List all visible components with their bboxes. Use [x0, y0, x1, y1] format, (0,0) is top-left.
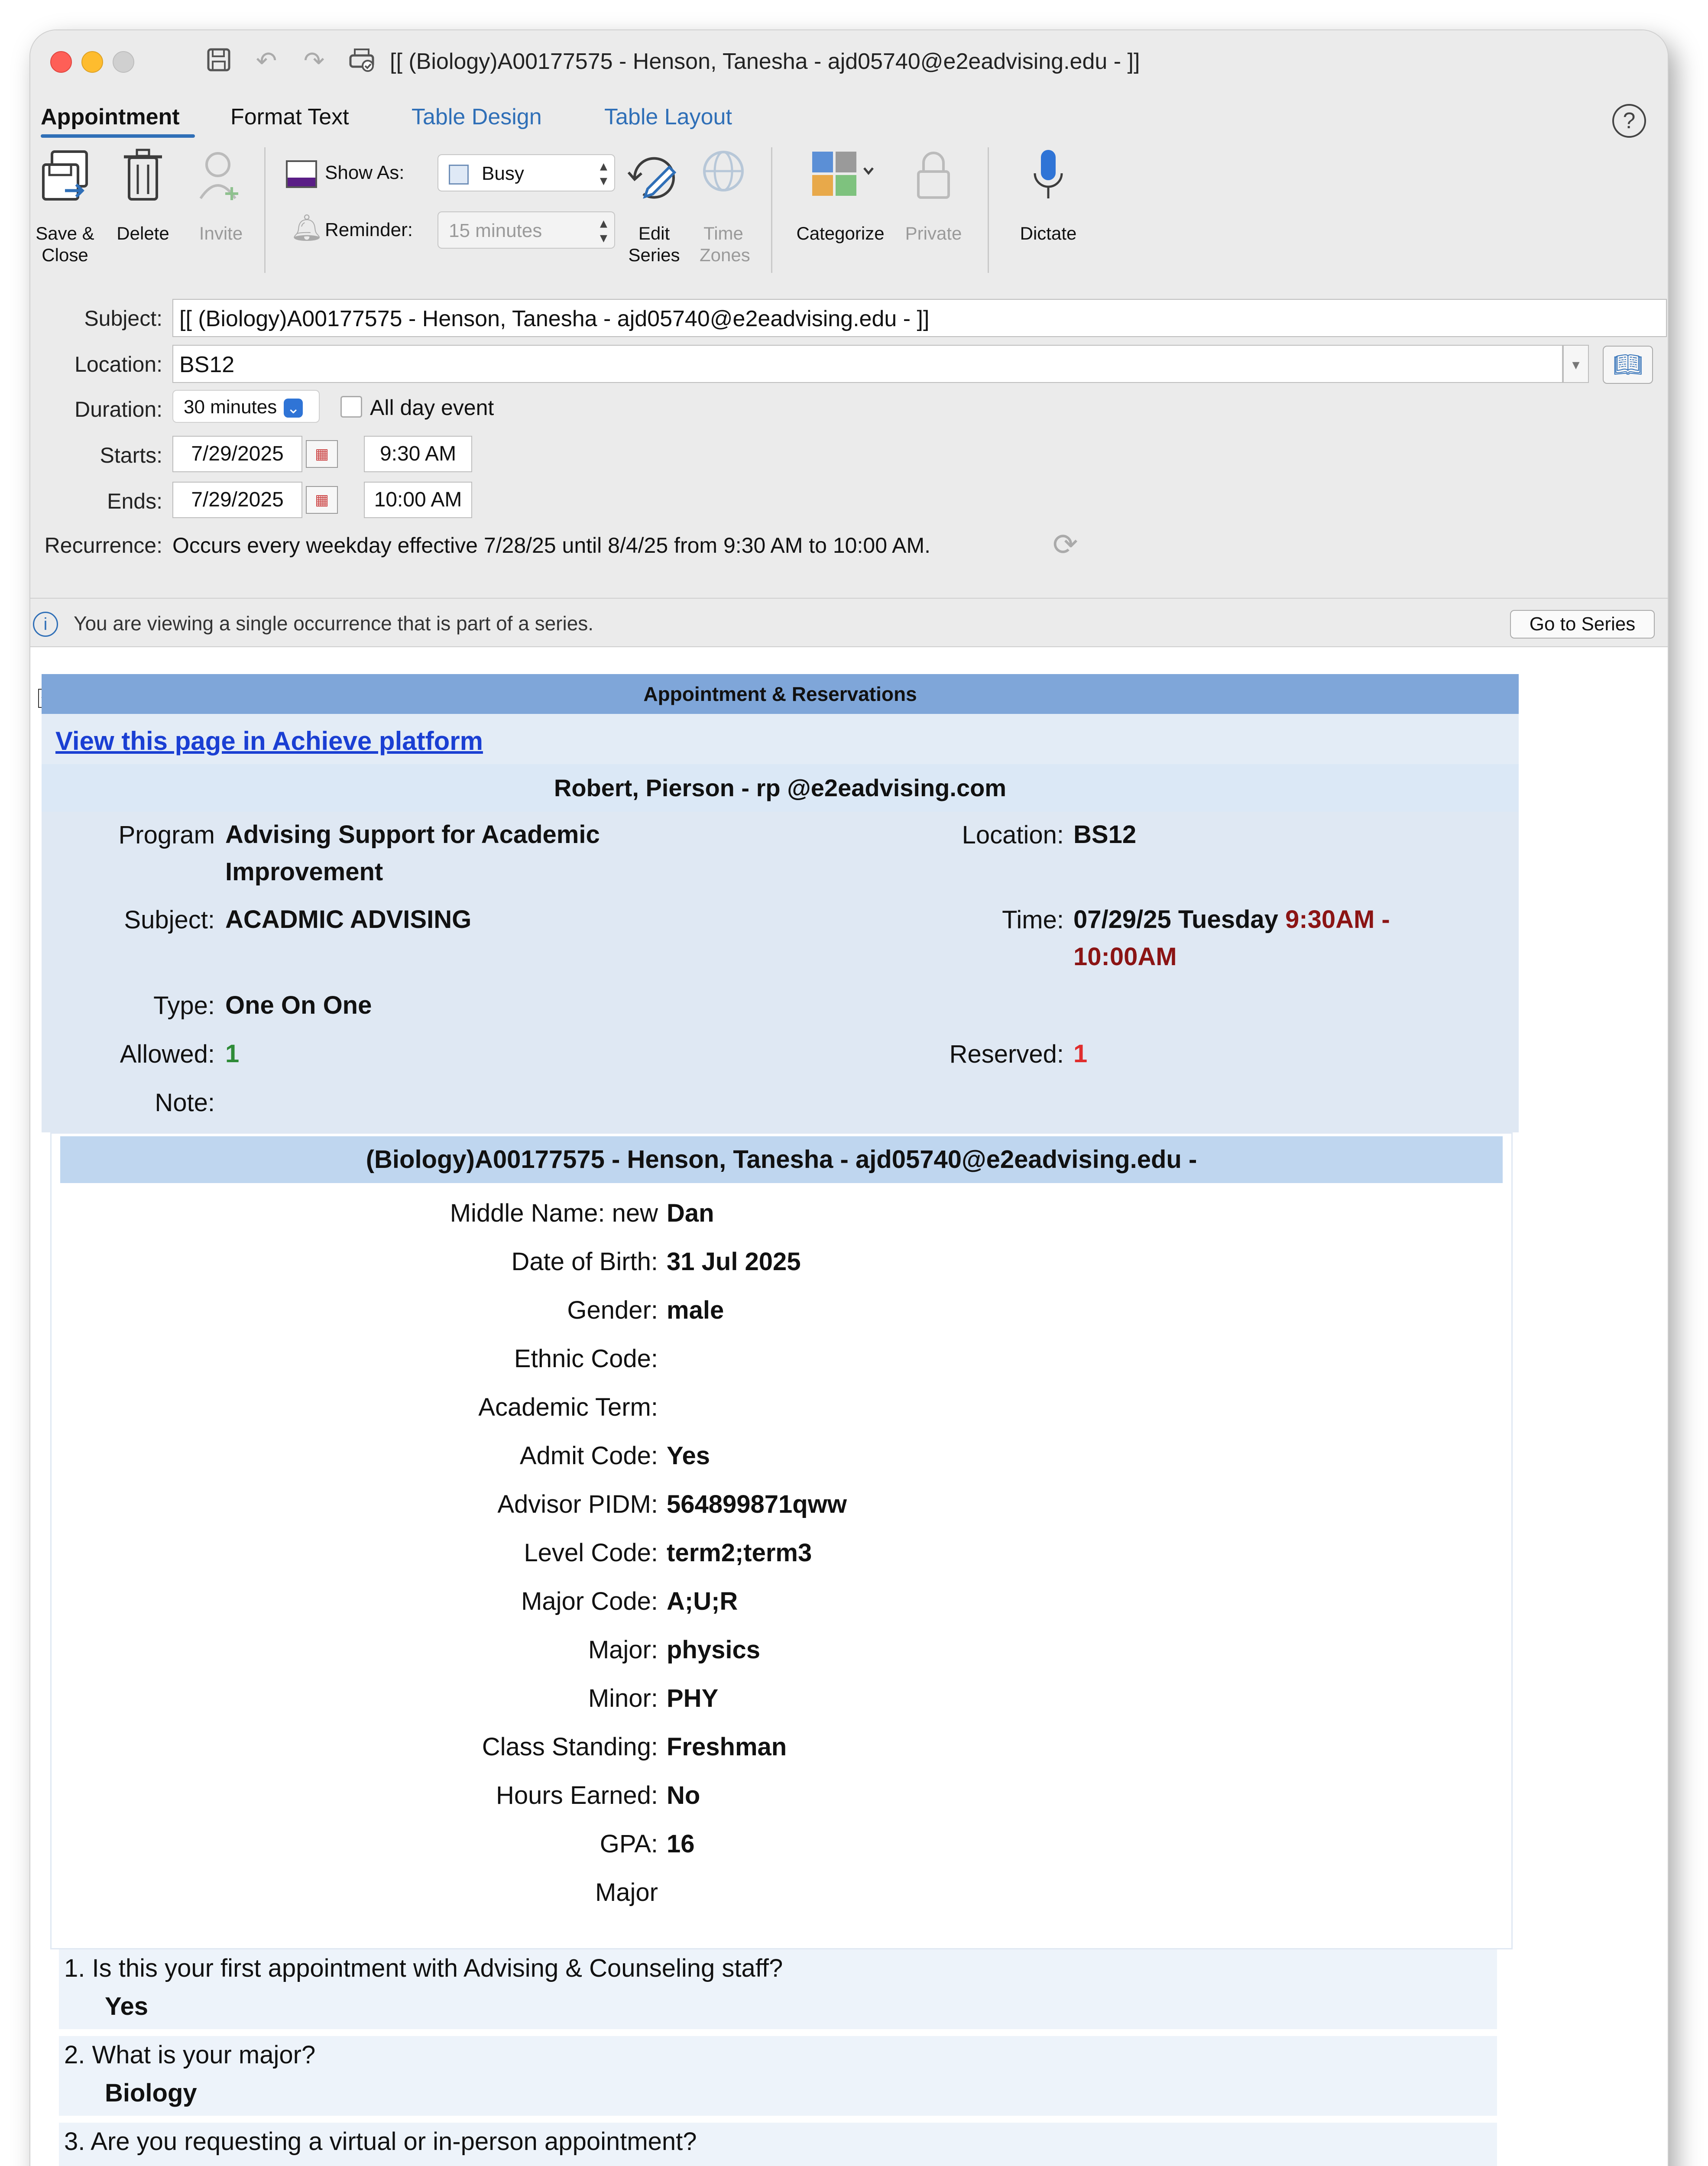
- type-label: Type:: [153, 992, 215, 1020]
- reserved-value: 1: [1073, 1040, 1088, 1068]
- reservations-banner: Appointment & Reservations: [42, 674, 1519, 714]
- student-info-box: [50, 1132, 1513, 1949]
- save-icon[interactable]: [204, 46, 234, 76]
- reserved-label: Reserved:: [949, 1040, 1064, 1068]
- appointment-form: [30, 286, 1668, 598]
- student-field-label: Minor:: [588, 1684, 658, 1712]
- save-close-icon: [35, 147, 95, 216]
- subject-label: Subject:: [84, 306, 162, 331]
- subject-detail-label: Subject:: [124, 906, 215, 934]
- reminder-select[interactable]: [438, 211, 615, 249]
- end-time-input[interactable]: 10:00 AM: [364, 482, 472, 518]
- student-field-label: Middle Name: new: [450, 1199, 658, 1227]
- time-zones-button[interactable]: [691, 147, 756, 266]
- question-item: [59, 1949, 1497, 2029]
- ribbon-toolbar: [30, 139, 1668, 287]
- appointment-window: [30, 30, 1668, 2166]
- active-tab-indicator: [41, 134, 195, 138]
- student-field-value: male: [667, 1296, 724, 1324]
- student-field-label: Admit Code:: [519, 1442, 658, 1470]
- dictate-button[interactable]: [1005, 147, 1092, 244]
- dictate-label: Dictate: [1020, 223, 1077, 243]
- ribbon-separator: [771, 147, 772, 273]
- ribbon-separator: [988, 147, 989, 273]
- student-field-label: Date of Birth:: [511, 1248, 658, 1276]
- lock-icon: [897, 147, 970, 216]
- tab-table-design[interactable]: Table Design: [412, 104, 542, 130]
- student-field-label: Major Code:: [521, 1587, 658, 1615]
- link-row: [42, 714, 1519, 764]
- student-field-value: 564899871qww: [667, 1490, 847, 1518]
- save-close-button[interactable]: [35, 147, 95, 266]
- student-field-value: PHY: [667, 1684, 719, 1712]
- ribbon-tabs: [30, 91, 1668, 139]
- recurrence-text: Occurs every weekday effective 7/28/25 until 8/4/25 from 9:30 AM to 10:00 AM.: [172, 533, 931, 558]
- duration-value: 30 minutes: [184, 396, 277, 418]
- program-label: Program: [118, 821, 215, 849]
- private-label: Private: [905, 223, 962, 243]
- location-dropdown-icon[interactable]: ▾: [1563, 345, 1589, 383]
- student-field-label: Level Code:: [524, 1539, 658, 1567]
- answer-text: Yes: [105, 1992, 148, 2020]
- question-text: 3. Are you requesting a virtual or in-person appointment?: [64, 2127, 697, 2156]
- show-as-select[interactable]: [438, 154, 615, 191]
- student-field-label: GPA:: [600, 1830, 658, 1858]
- question-text: 2. What is your major?: [64, 2041, 316, 2069]
- updown-icon: ▴ ▾: [600, 215, 607, 246]
- appointment-details: [42, 812, 1519, 1132]
- question-item: [59, 2036, 1497, 2116]
- type-value: One On One: [225, 991, 372, 1019]
- categorize-button[interactable]: [788, 147, 892, 244]
- location-detail-value: BS12: [1073, 820, 1137, 849]
- student-field-label: Hours Earned:: [496, 1781, 658, 1809]
- print-icon[interactable]: [347, 46, 377, 76]
- show-as-label: Show As:: [325, 162, 405, 183]
- tab-table-layout[interactable]: Table Layout: [604, 104, 732, 130]
- ribbon-separator: [264, 147, 266, 273]
- answer-text: Biology: [105, 2079, 197, 2107]
- undo-icon[interactable]: ↶: [256, 47, 277, 75]
- all-day-checkbox[interactable]: [340, 396, 362, 418]
- minimize-window-button[interactable]: [81, 51, 103, 73]
- tab-appointment[interactable]: Appointment: [41, 104, 180, 130]
- question-item: [59, 2123, 1497, 2166]
- busy-swatch: [449, 165, 469, 185]
- start-time-input[interactable]: 9:30 AM: [364, 436, 472, 472]
- redo-icon[interactable]: ↷: [303, 47, 325, 75]
- globe-icon: [691, 147, 756, 216]
- edit-series-label: Edit Series: [628, 223, 680, 265]
- categorize-icon: [788, 147, 892, 216]
- note-label: Note:: [155, 1089, 215, 1117]
- subject-input[interactable]: [[ (Biology)A00177575 - Henson, Tanesha - ajd05740@e2eadvising.edu - ]]: [172, 299, 1667, 337]
- chevron-down-icon: ⌄: [284, 399, 303, 418]
- reminder-value: 15 minutes: [449, 220, 542, 241]
- subject-detail-value: ACADMIC ADVISING: [225, 905, 472, 934]
- show-as-icon: [286, 160, 317, 188]
- duration-label: Duration:: [75, 397, 162, 422]
- time-zones-label: Time Zones: [700, 223, 750, 265]
- student-field-label: Academic Term:: [478, 1393, 658, 1421]
- calendar-icon[interactable]: ▦: [306, 486, 338, 514]
- private-button[interactable]: [897, 147, 970, 244]
- reminder-label: Reminder:: [325, 219, 413, 240]
- all-day-label: All day event: [370, 396, 494, 420]
- time-range: 9:30AM - 10:00AM: [1073, 905, 1390, 971]
- edit-series-icon: [619, 147, 689, 216]
- achieve-platform-link[interactable]: View this page in Achieve platform: [55, 726, 483, 756]
- address-book-icon[interactable]: 📖︎: [1603, 346, 1653, 384]
- save-close-label: Save & Close: [36, 223, 94, 265]
- invite-label: Invite: [199, 223, 243, 243]
- student-field-value: physics: [667, 1636, 760, 1664]
- window-title: [[ (Biology)A00177575 - Henson, Tanesha - ajd05740@e2eadvising.edu - ]]: [390, 49, 1140, 74]
- microphone-icon: [1005, 147, 1092, 216]
- updown-icon: ▴ ▾: [600, 158, 607, 189]
- time-date: 07/29/25 Tuesday: [1073, 905, 1278, 934]
- tab-format-text[interactable]: Format Text: [230, 104, 349, 130]
- time-detail-value: [1073, 901, 1463, 976]
- invite-button[interactable]: [191, 147, 251, 244]
- help-icon[interactable]: ?: [1612, 104, 1646, 138]
- calendar-icon[interactable]: ▦: [306, 440, 338, 468]
- question-text: 1. Is this your first appointment with Advising & Counseling staff?: [64, 1954, 783, 1982]
- student-field-label: Gender:: [567, 1296, 658, 1324]
- info-icon: i: [33, 612, 58, 637]
- ends-label: Ends:: [107, 489, 162, 513]
- location-label: Location:: [75, 352, 162, 376]
- go-to-series-button[interactable]: Go to Series: [1510, 610, 1655, 639]
- student-field-value: 16: [667, 1830, 695, 1858]
- student-field-value: term2;term3: [667, 1539, 812, 1567]
- info-bar: [30, 598, 1668, 647]
- categorize-label: Categorize: [796, 223, 885, 243]
- student-field-value: Freshman: [667, 1733, 787, 1761]
- bell-icon: 🔔︎: [290, 213, 324, 242]
- show-as-value: Busy: [482, 163, 524, 184]
- student-field-value: 31 Jul 2025: [667, 1248, 801, 1276]
- start-date-input[interactable]: 7/29/2025: [172, 436, 302, 472]
- edit-series-button[interactable]: [619, 147, 689, 266]
- student-field-label: Advisor PIDM:: [497, 1490, 658, 1518]
- student-field-label: Major: [595, 1878, 658, 1907]
- recurrence-icon[interactable]: ⟳: [1053, 528, 1078, 561]
- delete-button[interactable]: [113, 147, 173, 244]
- zoom-window-button[interactable]: [113, 51, 134, 73]
- info-text: You are viewing a single occurrence that is part of a series.: [74, 612, 594, 635]
- allowed-value: 1: [225, 1040, 240, 1068]
- student-field-value: A;U;R: [667, 1587, 738, 1615]
- trash-icon: [113, 147, 173, 216]
- invite-attendees-icon: [191, 147, 251, 216]
- location-detail-label: Location:: [962, 821, 1064, 849]
- program-value: Advising Support for Academic Improvement: [225, 820, 600, 886]
- starts-label: Starts:: [100, 443, 162, 467]
- end-date-input[interactable]: 7/29/2025: [172, 482, 302, 518]
- student-field-label: Major:: [588, 1636, 658, 1664]
- student-field-value: Dan: [667, 1199, 714, 1227]
- student-field-value: No: [667, 1781, 700, 1809]
- delete-label: Delete: [117, 223, 169, 243]
- duration-select[interactable]: [172, 390, 320, 423]
- time-detail-label: Time:: [1002, 906, 1064, 934]
- recurrence-label: Recurrence:: [44, 533, 162, 558]
- student-field-label: Class Standing:: [482, 1733, 658, 1761]
- location-input[interactable]: BS12: [172, 345, 1563, 383]
- student-field-label: Ethnic Code:: [514, 1345, 658, 1373]
- allowed-label: Allowed:: [120, 1040, 215, 1068]
- advisor-name: Robert, Pierson - rp @e2eadvising.com: [42, 764, 1519, 812]
- close-window-button[interactable]: [50, 51, 72, 73]
- title-bar: [30, 30, 1668, 91]
- student-header: (Biology)A00177575 - Henson, Tanesha - ajd05740@e2eadvising.edu -: [60, 1136, 1503, 1183]
- student-field-value: Yes: [667, 1442, 710, 1470]
